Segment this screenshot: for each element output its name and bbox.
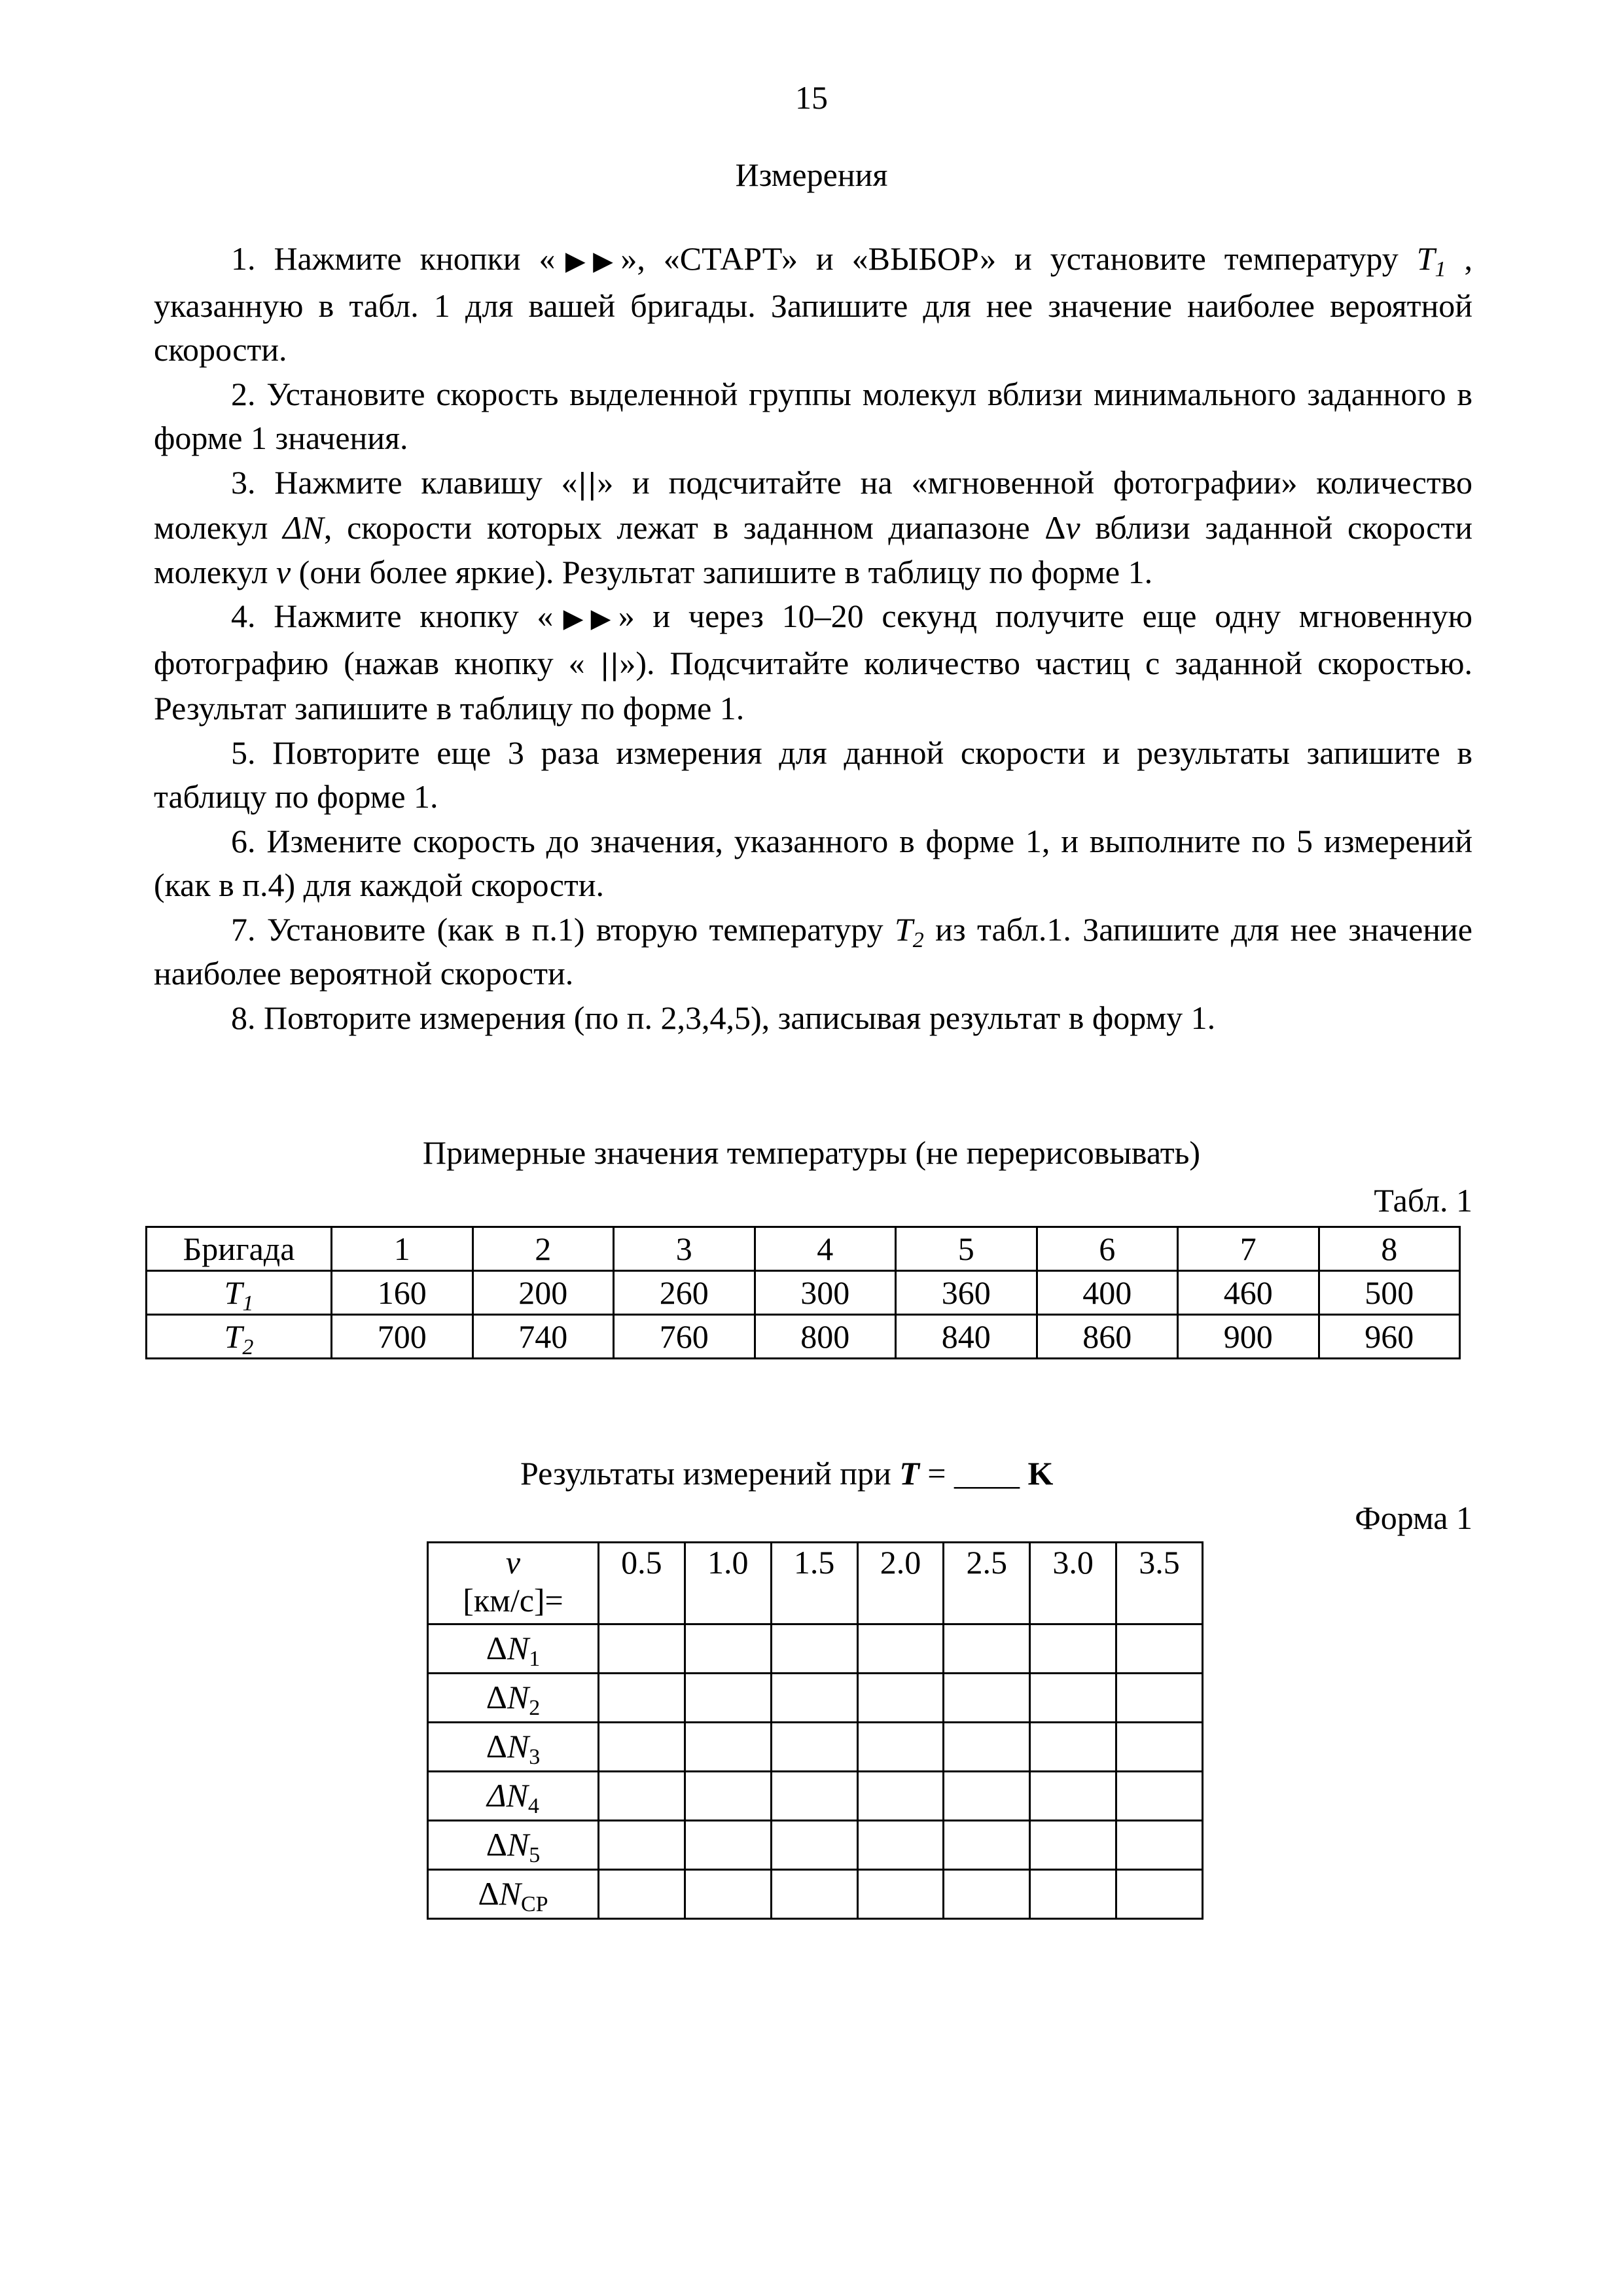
form1-empty-cell xyxy=(771,1772,857,1821)
form1-row xyxy=(428,1821,1203,1870)
table1-cell: 4 xyxy=(755,1227,896,1271)
temperature-table xyxy=(145,1226,1461,1359)
step-2-text: 2. Установите скорость выделенной группы молекул вблизи минимального заданного в форме 1 значения. xyxy=(154,375,1472,456)
table1-row-T2 xyxy=(147,1315,1460,1359)
table1-cell: 900 xyxy=(1178,1315,1319,1359)
form1-row-label: $\Delta N_1$ xyxy=(428,1624,599,1674)
form1-empty-cell xyxy=(685,1772,771,1821)
form1-empty-cell xyxy=(1030,1821,1116,1870)
form1-row-label: $\Delta N_3$ xyxy=(428,1723,599,1772)
instruction-list xyxy=(154,237,1472,1040)
step-4 xyxy=(154,594,1472,731)
step-3-text-a: 3. Нажмите клавишу « xyxy=(231,463,578,501)
form1-empty-cell xyxy=(1116,1821,1203,1870)
form1-caption: Результаты измерений при T = ____ K xyxy=(520,1455,1054,1492)
form1-empty-cell xyxy=(685,1723,771,1772)
form1-speed-cell: 2.0 xyxy=(857,1543,944,1624)
form1-row xyxy=(428,1624,1203,1674)
form1-empty-cell xyxy=(1030,1772,1116,1821)
form1-empty-cell xyxy=(771,1821,857,1870)
table1-cell: 400 xyxy=(1037,1271,1178,1315)
form1-empty-cell xyxy=(1030,1674,1116,1723)
form1-row-label: $\Delta N_{CP}$ xyxy=(428,1870,599,1919)
form1-row xyxy=(428,1674,1203,1723)
step-8-text: 8. Повторите измерения (по п. 2,3,4,5), записывая результат в форму 1. xyxy=(231,999,1216,1036)
table1-cell: 960 xyxy=(1319,1315,1460,1359)
table1-label: Табл. 1 xyxy=(1374,1182,1472,1219)
form1-row xyxy=(428,1870,1203,1919)
table1-T1-label: $T_1$ xyxy=(147,1271,332,1315)
form1-empty-cell xyxy=(599,1821,685,1870)
form1-empty-cell xyxy=(857,1723,944,1772)
form1-empty-cell xyxy=(685,1624,771,1674)
step-7-text-a: 7. Установите (как в п.1) вторую температуру xyxy=(231,910,895,948)
step-5 xyxy=(154,731,1472,819)
table1-row-T1 xyxy=(147,1271,1460,1315)
table1-cell: 460 xyxy=(1178,1271,1319,1315)
form1-empty-cell xyxy=(944,1723,1030,1772)
pause-icon: || xyxy=(599,647,620,681)
form1-empty-cell xyxy=(771,1870,857,1919)
table1-row-teams xyxy=(147,1227,1460,1271)
table1-cell: 740 xyxy=(473,1315,614,1359)
form1-speed-cell: 0.5 xyxy=(599,1543,685,1624)
deltaN-symbol: ΔN xyxy=(283,509,324,546)
v-symbol: v xyxy=(276,553,291,590)
step-3-text-d: вблизи заданной скорости молекул xyxy=(154,509,1472,590)
form1-header-cell: v [км/с]= xyxy=(428,1543,599,1624)
form1-empty-cell xyxy=(944,1674,1030,1723)
pause-icon: || xyxy=(577,467,597,501)
form1-empty-cell xyxy=(944,1624,1030,1674)
step-2 xyxy=(154,372,1472,461)
form1-empty-cell xyxy=(1116,1624,1203,1674)
table1-cell: 840 xyxy=(896,1315,1037,1359)
form1-speed-cell: 2.5 xyxy=(944,1543,1030,1624)
step-7 xyxy=(154,908,1472,996)
form1-speed-cell: 3.0 xyxy=(1030,1543,1116,1624)
form1-empty-cell xyxy=(771,1674,857,1723)
step-1-text-b: », «СТАРТ» и «ВЫБОР» и установите температуру xyxy=(620,240,1417,277)
table1-cell: 360 xyxy=(896,1271,1037,1315)
form1-row-label: $\Delta N_2$ xyxy=(428,1674,599,1723)
step-1 xyxy=(154,237,1472,372)
table1-header-cell: Бригада xyxy=(147,1227,332,1271)
step-3-text-e: (они более яркие). Результат запишите в таблицу по форме 1. xyxy=(291,553,1153,590)
step-4-text-b: » и через 10–20 секунд получите еще одну мгновенную фотографию (нажав кнопку « xyxy=(154,598,1472,681)
step-1-text-c: , указанную в табл. 1 для вашей бригады. Запишите для нее значение наиболее вероятной скорости. xyxy=(154,240,1472,368)
T1-symbol: $T_1$ xyxy=(1416,240,1446,281)
form1-empty-cell xyxy=(599,1674,685,1723)
table1-cell: 700 xyxy=(332,1315,473,1359)
table1-cell: 760 xyxy=(614,1315,755,1359)
T2-symbol: $T_2$ xyxy=(894,910,924,952)
step-4-text-c: »). Подсчитайте количество частиц с заданной скоростью. Результат запишите в таблицу по форме 1. xyxy=(154,644,1472,726)
step-6-text: 6. Измените скорость до значения, указанного в форме 1, и выполните по 5 измерений (как в п.4) для каждой скорости. xyxy=(154,822,1472,903)
form1-empty-cell xyxy=(1030,1624,1116,1674)
step-5-text: 5. Повторите еще 3 раза измерения для данной скорости и результаты запишите в таблицу по форме 1. xyxy=(154,734,1472,815)
play-icon: ▶▶ xyxy=(553,603,618,634)
form1-speed-cell: 1.0 xyxy=(685,1543,771,1624)
step-7-text-b: из табл.1. Запишите для нее значение наиболее вероятной скорости. xyxy=(154,910,1472,992)
form1-empty-cell xyxy=(857,1821,944,1870)
table1-cell: 3 xyxy=(614,1227,755,1271)
table1-cell: 300 xyxy=(755,1271,896,1315)
form1-empty-cell xyxy=(857,1870,944,1919)
table1-cell: 1 xyxy=(332,1227,473,1271)
step-3-text-b: » и подсчитайте на «мгновенной фотографии» количество молекул xyxy=(154,463,1472,546)
table1-cell: 7 xyxy=(1178,1227,1319,1271)
form1-empty-cell xyxy=(857,1624,944,1674)
step-3 xyxy=(154,461,1472,595)
table1-T2-label: $T_2$ xyxy=(147,1315,332,1359)
step-1-text-a: 1. Нажмите кнопки « xyxy=(231,240,556,277)
form1-row-speeds xyxy=(428,1543,1203,1624)
table1-cell: 200 xyxy=(473,1271,614,1315)
form1-empty-cell xyxy=(1030,1870,1116,1919)
table1-cell: 860 xyxy=(1037,1315,1178,1359)
form1-empty-cell xyxy=(599,1870,685,1919)
form1-empty-cell xyxy=(1030,1723,1116,1772)
form1-empty-cell xyxy=(1116,1674,1203,1723)
form1-empty-cell xyxy=(685,1821,771,1870)
form1-empty-cell xyxy=(599,1723,685,1772)
form1-speed-cell: 1.5 xyxy=(771,1543,857,1624)
section-title: Измерения xyxy=(735,156,888,193)
step-3-text-c: , скорости которых лежат в заданном диапазоне xyxy=(323,509,1045,546)
form1-empty-cell xyxy=(599,1624,685,1674)
page-number: 15 xyxy=(795,79,828,116)
form1-row-label: $\Delta N_5$ xyxy=(428,1821,599,1870)
play-icon: ▶▶ xyxy=(555,246,621,276)
table1-cell: 260 xyxy=(614,1271,755,1315)
form1-empty-cell xyxy=(771,1624,857,1674)
form1-empty-cell xyxy=(857,1674,944,1723)
form1-empty-cell xyxy=(1116,1870,1203,1919)
form1-row xyxy=(428,1723,1203,1772)
form1-empty-cell xyxy=(685,1870,771,1919)
form1-empty-cell xyxy=(1116,1723,1203,1772)
results-form xyxy=(427,1541,1204,1920)
form1-empty-cell xyxy=(857,1772,944,1821)
form1-empty-cell xyxy=(944,1772,1030,1821)
table1-cell: 160 xyxy=(332,1271,473,1315)
table1-cell: 5 xyxy=(896,1227,1037,1271)
form1-empty-cell xyxy=(944,1870,1030,1919)
form1-row-label: $\Delta N_4$ xyxy=(428,1772,599,1821)
form1-empty-cell xyxy=(1116,1772,1203,1821)
form1-empty-cell xyxy=(685,1674,771,1723)
form1-empty-cell xyxy=(771,1723,857,1772)
table1-cell: 800 xyxy=(755,1315,896,1359)
step-6 xyxy=(154,819,1472,908)
form1-row xyxy=(428,1772,1203,1821)
form1-label: Форма 1 xyxy=(1355,1499,1472,1536)
step-8 xyxy=(154,996,1472,1041)
form1-empty-cell xyxy=(599,1772,685,1821)
form1-empty-cell xyxy=(944,1821,1030,1870)
table1-cell: 6 xyxy=(1037,1227,1178,1271)
step-4-text-a: 4. Нажмите кнопку « xyxy=(231,598,554,634)
form1-speed-cell: 3.5 xyxy=(1116,1543,1203,1624)
table1-cell: 8 xyxy=(1319,1227,1460,1271)
table1-caption: Примерные значения температуры (не перерисовывать) xyxy=(422,1134,1201,1171)
table1-cell: 500 xyxy=(1319,1271,1460,1315)
table1-cell: 2 xyxy=(473,1227,614,1271)
delta-v-symbol: Δv xyxy=(1044,509,1080,546)
